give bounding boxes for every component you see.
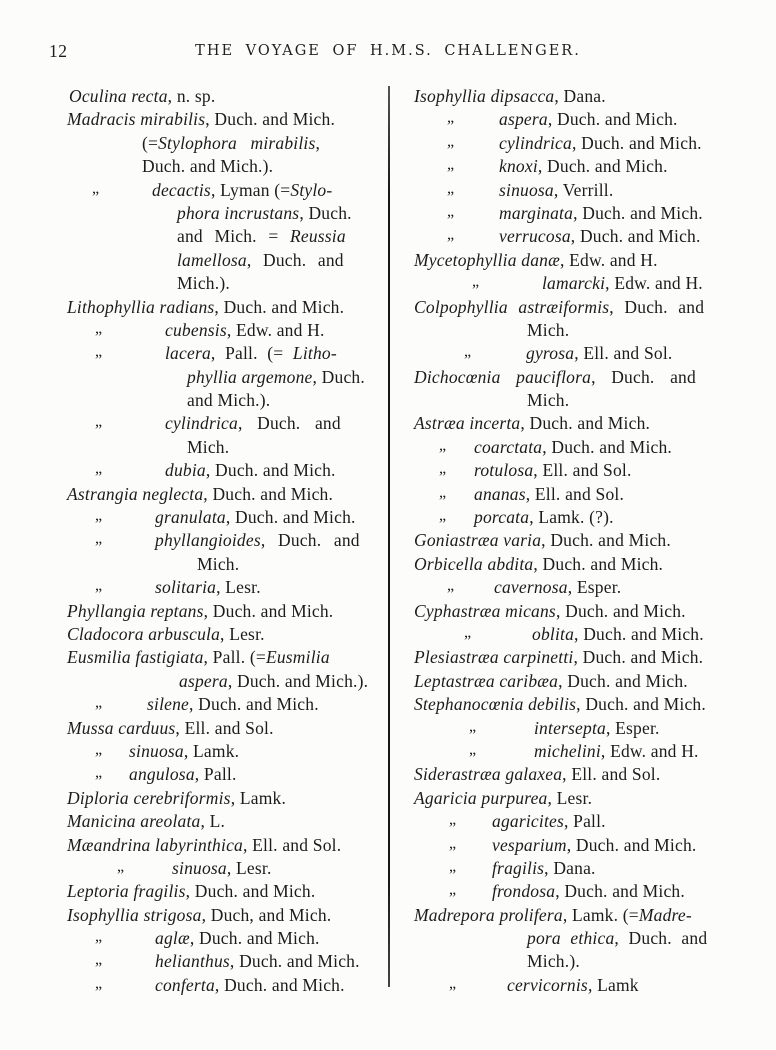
species-line [414, 693, 762, 716]
ditto-mark: „ [439, 483, 447, 501]
text-run: , Duch. [312, 366, 365, 387]
taxon-name: lamarcki [542, 273, 606, 294]
ditto-mark: „ [472, 273, 480, 291]
text-run: , Ell. and Sol. [562, 764, 661, 785]
species-line [414, 412, 762, 435]
species-line [67, 717, 389, 740]
ditto-mark: „ [95, 928, 103, 946]
taxon-name: phora incrustans [177, 202, 300, 223]
species-line [414, 249, 762, 272]
species-line [67, 296, 389, 319]
text-run: , Lamk. [183, 740, 240, 761]
text-run: , Edw. and H. [600, 740, 699, 761]
species-line [414, 880, 762, 903]
text-run: Mich.). [177, 273, 230, 294]
taxon-name: Stephanocœnia debilis [414, 694, 577, 715]
species-line [67, 576, 389, 599]
species-line [414, 927, 762, 950]
taxon-name: Dichocœnia pauciflora [414, 366, 592, 387]
taxon-name: conferta [155, 974, 215, 995]
taxon-name: Siderastræa galaxea [414, 764, 563, 785]
ditto-mark: „ [464, 343, 472, 361]
taxon-name: Astrangia neglecta [67, 483, 204, 504]
species-line [67, 670, 389, 693]
taxon-name: dubia [165, 460, 206, 481]
text-run: , Duch. and Mich.). [227, 670, 369, 691]
text-run: , Duch. and Mich. [555, 881, 685, 902]
text-run: , Lamk. (?). [529, 507, 614, 528]
text-run: , Duch. and [591, 366, 696, 387]
species-line [414, 904, 762, 927]
ditto-mark: „ [469, 740, 477, 758]
taxon-name: Isophyllia strigosa [67, 904, 202, 925]
right-column [414, 85, 762, 997]
text-run: Mich. [527, 390, 570, 411]
text-run: (= [142, 132, 159, 153]
ditto-mark: „ [95, 694, 103, 712]
text-run: , Pall. [194, 764, 237, 785]
ditto-mark: „ [95, 413, 103, 431]
taxon-name: verrucosa [499, 226, 571, 247]
species-line [67, 763, 389, 786]
text-run: , Duch. and Mich. [189, 928, 320, 949]
species-line [414, 834, 762, 857]
species-line [414, 272, 762, 295]
species-line [67, 85, 389, 108]
text-run: , Duch. and Mich. [558, 670, 688, 691]
ditto-mark: „ [95, 951, 103, 969]
taxon-name: phyllangioides [155, 530, 261, 551]
species-line [67, 646, 389, 669]
species-line [67, 202, 389, 225]
text-run: , Duch. [299, 202, 352, 223]
text-run: , Pall. [564, 811, 606, 832]
text-run: , Duch. and Mich. [573, 202, 703, 223]
ditto-mark: „ [449, 974, 457, 992]
text-run: , Ell. and Sol. [574, 343, 673, 364]
ditto-mark: „ [447, 156, 455, 174]
species-line [414, 974, 762, 997]
taxon-name: angulosa [129, 764, 195, 785]
text-run: , Duch. and Mich. [533, 553, 664, 574]
taxon-name: lamellosa [177, 249, 247, 270]
species-line [414, 529, 762, 552]
ditto-mark: „ [449, 881, 457, 899]
species-line [67, 834, 389, 857]
ditto-mark: „ [95, 740, 103, 758]
text-run: , Duch. and [614, 928, 708, 949]
text-run: , Edw. and H. [605, 273, 703, 294]
ditto-mark: „ [95, 530, 103, 548]
running-title: THE VOYAGE OF H.M.S. CHALLENGER. [195, 43, 581, 59]
species-line [67, 483, 389, 506]
text-run: , Duch. and Mich. [537, 156, 668, 177]
taxon-name: cubensis [165, 319, 227, 340]
species-line [414, 202, 762, 225]
taxon-name: sinuosa [172, 857, 227, 878]
taxon-name: Phyllangia reptans [67, 600, 204, 621]
taxon-name: knoxi [499, 156, 538, 177]
taxon-name: coarctata [474, 436, 543, 457]
ditto-mark: „ [95, 764, 103, 782]
text-run: , Duch. and Mich. [189, 694, 319, 715]
species-line [414, 623, 762, 646]
taxon-name: Mycetophyllia danæ [414, 249, 560, 270]
text-run: , Duch. and Mich. [576, 694, 706, 715]
species-line [67, 179, 389, 202]
species-line [67, 740, 389, 763]
taxon-name: marginata [499, 202, 574, 223]
species-line [414, 810, 762, 833]
taxon-name: Cyphastræa micans [414, 600, 556, 621]
species-line [67, 108, 389, 131]
text-run: , Esper. [606, 717, 660, 738]
species-line [67, 950, 389, 973]
text-run: Mich. [527, 319, 570, 340]
species-line [414, 85, 762, 108]
ditto-mark: „ [447, 179, 455, 197]
ditto-mark: „ [447, 109, 455, 127]
species-line [414, 950, 762, 973]
text-run: , Ell. and Sol. [243, 834, 342, 855]
species-line [414, 670, 762, 693]
text-run: , Duch. and Mich. [570, 226, 701, 247]
species-line [67, 155, 389, 178]
taxon-name: Plesiastræa carpinetti [414, 647, 574, 668]
text-run: , Duch. and Mich. [205, 109, 336, 130]
taxon-name: cavernosa [494, 577, 568, 598]
text-run: , Duch. and Mich. [225, 507, 356, 528]
species-line [414, 717, 762, 740]
text-run: , Duch. and Mich. [185, 881, 316, 902]
ditto-mark: „ [469, 717, 477, 735]
ditto-mark: „ [95, 343, 103, 361]
text-run: , Duch. and Mich. [541, 530, 671, 551]
species-line [67, 927, 389, 950]
text-run: , Pall. (= [203, 647, 266, 668]
species-line [414, 459, 762, 482]
taxon-name: Stylophora mirabilis [158, 132, 316, 153]
ditto-mark: „ [449, 811, 457, 829]
taxon-name: Oculina recta [69, 86, 168, 106]
page-number: 12 [49, 41, 68, 61]
ditto-mark: „ [449, 857, 457, 875]
text-run: , Duch. and [609, 296, 705, 317]
taxon-name: Orbicella abdita [414, 553, 534, 574]
text-run: , Lesr. [547, 787, 593, 808]
taxon-name: fragilis [492, 857, 545, 878]
species-line [414, 600, 762, 623]
species-line [67, 132, 389, 155]
text-run: , Lyman (= [210, 179, 291, 200]
text-run: , Lesr. [220, 623, 265, 644]
species-line [414, 506, 762, 529]
ditto-mark: „ [439, 436, 447, 454]
ditto-mark: „ [447, 202, 455, 220]
ditto-mark: „ [464, 623, 472, 641]
species-line [67, 904, 389, 927]
text-run: , Dana. [554, 86, 606, 106]
text-run: , Duch. and Mich. [229, 951, 360, 972]
text-run: , Lamk. [230, 787, 287, 808]
species-line [67, 506, 389, 529]
taxon-name: Isophyllia dipsacca [414, 86, 555, 106]
taxon-name: pora ethica [527, 928, 615, 949]
taxon-name: sinuosa [499, 179, 554, 200]
taxon-name: sinuosa [129, 740, 184, 761]
text-run: , L. [200, 811, 226, 832]
taxon-name: Agaricia purpurea [414, 787, 548, 808]
species-line [414, 155, 762, 178]
taxon-name: Madre- [638, 904, 692, 925]
taxon-name: Manicina areolata [67, 811, 201, 832]
species-line [414, 436, 762, 459]
taxon-name: solitaria [155, 577, 217, 598]
text-run: , Duch. and [246, 249, 344, 270]
taxon-name: Eusmilia fastigiata [67, 647, 204, 668]
text-run: , Ell. and Sol. [533, 460, 632, 481]
text-run: , Esper. [567, 577, 622, 598]
species-line [67, 225, 389, 248]
text-run: Mich. [187, 436, 230, 457]
taxon-name: Litho- [292, 343, 337, 364]
text-run: , Duch. and Mich. [566, 834, 697, 855]
text-run: , Duch. and Mich. [520, 413, 651, 434]
text-run: , [315, 132, 321, 153]
species-line [67, 693, 389, 716]
taxon-name: vesparium [492, 834, 567, 855]
species-line [414, 132, 762, 155]
text-run: , Duch. and Mich. [547, 109, 678, 130]
taxon-name: helianthus [155, 951, 230, 972]
text-run: , Duch, and Mich. [201, 904, 332, 925]
species-line [67, 366, 389, 389]
taxon-name: Leptastræa caribæa [414, 670, 559, 691]
text-run: , Duch. and Mich. [203, 483, 334, 504]
taxon-name: Eusmilia [265, 647, 330, 668]
species-line [414, 342, 762, 365]
species-line [67, 529, 389, 552]
taxon-name: aspera [499, 109, 548, 130]
species-line [67, 623, 389, 646]
ditto-mark: „ [439, 460, 447, 478]
text-run: Duch. and Mich.). [142, 156, 274, 177]
text-run: , Lamk [587, 974, 639, 995]
species-line [414, 483, 762, 506]
text-run: , Edw. and H. [560, 249, 658, 270]
species-line [414, 646, 762, 669]
text-run: , Duch. and Mich. [542, 436, 672, 457]
species-line [414, 108, 762, 131]
text-run: , Duch. and Mich. [203, 600, 334, 621]
taxon-name: Stylo- [290, 179, 333, 200]
taxon-name: Colpophyllia astræiformis [414, 296, 610, 317]
taxon-name: Mussa carduus [67, 717, 176, 738]
text-run: , Verrill. [553, 179, 614, 200]
species-line [414, 389, 762, 412]
text-run: , Lesr. [226, 857, 272, 878]
ditto-mark: „ [447, 577, 455, 595]
text-run: and Mich. = [177, 226, 290, 247]
ditto-mark: „ [447, 132, 455, 150]
species-line [414, 740, 762, 763]
species-line [414, 296, 762, 319]
taxon-name: Cladocora arbuscula [67, 623, 221, 644]
ditto-mark: „ [95, 507, 103, 525]
species-line [414, 576, 762, 599]
species-line [67, 272, 389, 295]
species-line [67, 810, 389, 833]
taxon-name: Diploria cerebriformis [67, 787, 231, 808]
text-run: , Duch. and Mich. [573, 647, 704, 668]
text-run: , Duch. and Mich. [571, 132, 702, 153]
text-run: , Dana. [544, 857, 596, 878]
taxon-name: ananas [474, 483, 526, 504]
taxon-name: silene [147, 694, 190, 715]
text-run: , Duch. and [237, 413, 341, 434]
taxon-name: Lithophyllia radians [67, 296, 215, 317]
taxon-name: cervicornis [507, 974, 588, 995]
ditto-mark: „ [95, 577, 103, 595]
text-run: , Edw. and H. [226, 319, 325, 340]
text-run: , Lesr. [216, 577, 261, 598]
taxon-name: gyrosa [526, 343, 575, 364]
text-run: , Lamk. (= [562, 904, 639, 925]
species-line [414, 857, 762, 880]
text-run: Mich.). [527, 951, 580, 972]
taxon-name: Madrepora prolifera [414, 904, 563, 925]
text-run: , Ell. and Sol. [525, 483, 625, 504]
text-run: Mich. [197, 553, 240, 574]
species-line [67, 974, 389, 997]
species-line [67, 436, 389, 459]
taxon-name: Mæandrina labyrinthica [67, 834, 243, 855]
left-column [67, 85, 389, 997]
species-line [67, 389, 389, 412]
taxon-name: aglæ [155, 928, 190, 949]
text-run: , Duch. and Mich. [205, 460, 336, 481]
ditto-mark: „ [95, 319, 103, 337]
species-line [414, 225, 762, 248]
ditto-mark: „ [92, 179, 100, 197]
taxon-name: aspera [179, 670, 228, 691]
taxon-name: agaricites [492, 811, 564, 832]
species-line [67, 342, 389, 365]
species-line [67, 600, 389, 623]
species-line [67, 249, 389, 272]
taxon-name: decactis [152, 179, 211, 200]
taxon-name: Astræa incerta [414, 413, 521, 434]
taxon-name: lacera [165, 343, 211, 364]
taxon-name: Madracis mirabilis [67, 109, 206, 130]
text-run: and Mich.). [187, 390, 271, 411]
text-run: , Duch. and Mich. [214, 296, 345, 317]
species-line [67, 857, 389, 880]
taxon-name: oblita [532, 623, 575, 644]
species-line [67, 412, 389, 435]
ditto-mark: „ [117, 857, 125, 875]
species-line [414, 763, 762, 786]
text-run: , Duch. and [260, 530, 360, 551]
species-line [414, 319, 762, 342]
text-run: , Ell. and Sol. [175, 717, 274, 738]
taxon-name: granulata [155, 507, 226, 528]
species-line [414, 179, 762, 202]
taxon-name: frondosa [492, 881, 556, 902]
taxon-name: Leptoria fragilis [67, 881, 186, 902]
taxon-name: cylindrica [499, 132, 572, 153]
ditto-mark: „ [449, 834, 457, 852]
ditto-mark: „ [447, 226, 455, 244]
species-line [67, 553, 389, 576]
text-run: , Duch. and Mich. [555, 600, 686, 621]
ditto-mark: „ [95, 460, 103, 478]
text-run: , Duch. and Mich. [574, 623, 704, 644]
taxon-name: intersepta [534, 717, 606, 738]
species-line [67, 880, 389, 903]
taxon-name: rotulosa [474, 460, 534, 481]
species-line [414, 787, 762, 810]
species-line [67, 459, 389, 482]
taxon-name: porcata [474, 507, 530, 528]
taxon-name: phyllia argemone [187, 366, 313, 387]
taxon-name: Goniastræa varia [414, 530, 542, 551]
species-line [67, 787, 389, 810]
taxon-name: Reussia [289, 226, 346, 247]
text-run: , Duch. and Mich. [214, 974, 345, 995]
text-run: , Pall. (= [210, 343, 293, 364]
ditto-mark: „ [95, 974, 103, 992]
taxon-name: cylindrica [165, 413, 238, 434]
species-line [67, 319, 389, 342]
species-line [414, 366, 762, 389]
ditto-mark: „ [439, 507, 447, 525]
text-run: , n. sp. [167, 86, 216, 106]
species-line [414, 553, 762, 576]
taxon-name: michelini [534, 740, 601, 761]
